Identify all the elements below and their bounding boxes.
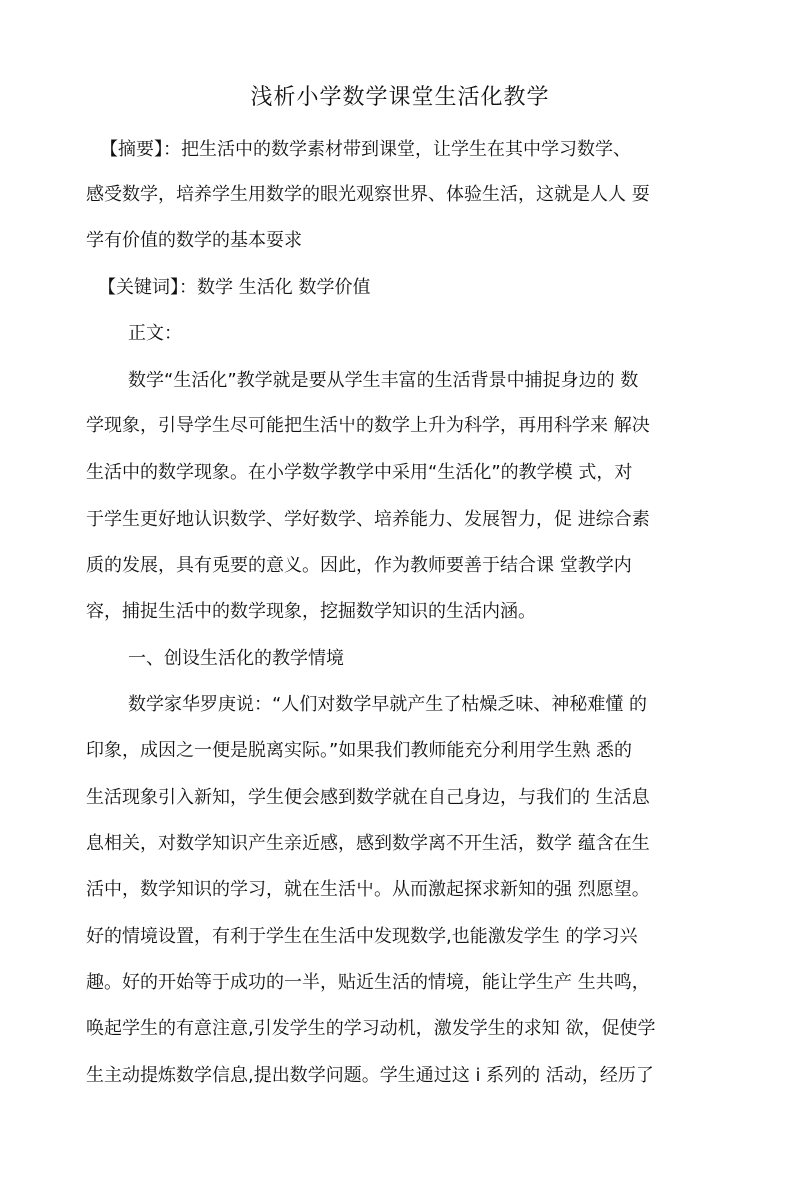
paragraph2-line-8: 唤起学生的有意注意,引发学生的学习动机，激发学生的求知 欲，促使学 (86, 1018, 656, 1039)
abstract-line-1 (100, 138, 631, 162)
paragraph2-line-1: 数学家华罗庚说：“人们对数学早就产生了枯燥乏味、神秘难懂 的 (128, 694, 648, 715)
paragraph2-line-9: 生主动提炼数学信息,提出数学问题。学生通过这 i 系列的 活动，经历了 (86, 1065, 654, 1086)
paragraph1-line-5: 质的发展，具有兎要的意义。因此，作为教师要善于结合课 堂教学内 (86, 555, 632, 576)
paragraph2-line-2: 印象，成因之一便是脱离实际。”如果我们教师能充分利用学生熟 悉的 (86, 740, 633, 761)
section1-heading: 一、创设生活化的教学情境 (128, 648, 344, 669)
paragraph1-line-4: 于学生更好地认识数学、学好数学、培养能力、发展智力，促 进综合素 (86, 509, 650, 530)
paragraph2-line-5: 活中，数学知识的学习，就在生活屮。从而激起探求新知的强 烈愿望。 (86, 879, 650, 900)
abstract-label: 【摘要】： (100, 139, 181, 160)
paragraph1-line-6: 容，捕捉生活中的数学现象，挖掘数学知识的生活内涵。 (86, 601, 536, 622)
keywords-line (98, 276, 370, 300)
keywords-label: 【关键词】： (98, 277, 197, 298)
paragraph2-line-7: 趣。好的开始等于成功的一半，贴近生活的情境，能让学生产 生共鸣， (86, 972, 650, 993)
paragraph2-line-4: 息相关，对数学知识产生亲近感，感到数学离不开生活，数学 蕴含在生 (86, 833, 650, 854)
keywords-text: 数学 生活化 数学价值 (197, 277, 371, 298)
abstract-line-3: 学有价值的数学的基本耍求 (86, 230, 302, 251)
paragraph1-line-1: 数学“生活化”教学就是要从学生丰富的生活背景中捕捉身边的 数 (128, 370, 639, 391)
paragraph1-line-2: 学现象，引导学生尽可能把生活屮的数学上升为科学，再用科学来 解决 (86, 415, 650, 436)
body-label: 正文： (128, 323, 182, 344)
paragraph1-line-3: 生活中的数学现象。在小学数学教学中采用“生活化”的教学模 式，对 (86, 462, 633, 483)
paragraph2-line-3: 生活现象引入新知，学生便会感到数学就在自己身边，与我们的 生活息 (86, 787, 650, 808)
abstract-text-1: 把生活中的数学素材带到课堂，让学生在其中学习数学、 (181, 139, 631, 160)
paragraph2-line-6: 好的情境设置，有利于学生在生活中发现数学,也能激发学生 的学习兴 (86, 926, 638, 947)
document-title: 浅析小学数学课堂生活化教学 (250, 85, 550, 110)
abstract-line-2: 感受数学，培养学生用数学的眼光观察世界、体验生活，这就是人人 耍 (86, 184, 650, 205)
